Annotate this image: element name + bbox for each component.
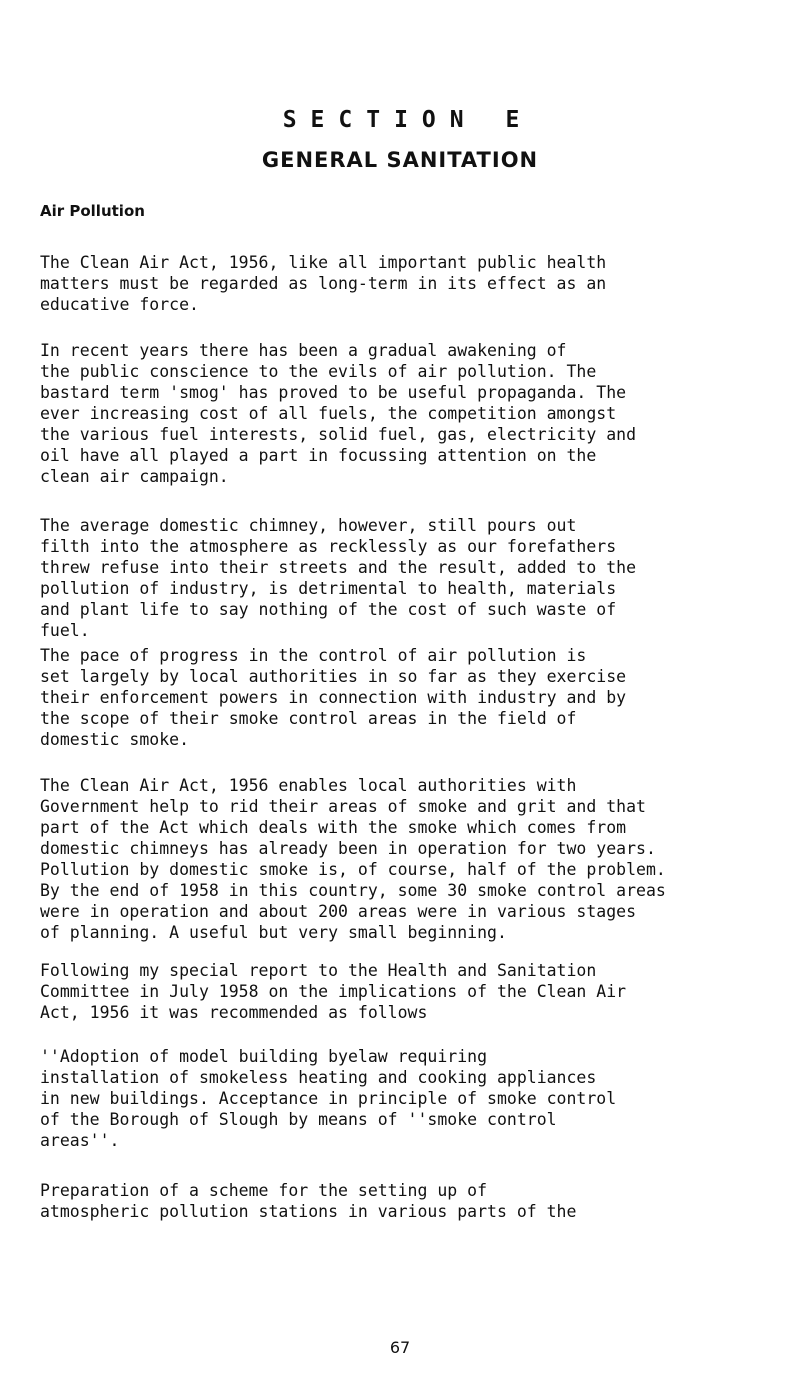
paragraph-7-quotation: ''Adoption of model building byelaw requiring installation of smokeless heating and cooking appliances in new buildings. Acceptance in principle of smoke control of the Borough of Slough by means of ''smoke control areas''. (40, 1047, 617, 1150)
paragraph-8: Preparation of a scheme for the setting up of atmospheric pollution stations in various parts of the (40, 1181, 577, 1221)
paragraph-2: In recent years there has been a gradual awakening of the public conscience to the evils of air pollution. The bastard term 'smog' has proved to be useful propaganda. The ever increasing cost of all fuels, the competition amongst the various fuel interests, solid fuel, gas, electricity and oil have all played a part in focussing attention on the clean air campaign. (40, 341, 637, 486)
subheading-air-pollution: Air Pollution (40, 202, 145, 220)
section-title: GENERAL SANITATION (261, 148, 539, 172)
paragraph-1: The Clean Air Act, 1956, like all important public health matters must be regarded as long-term in its effect as an educative force. (40, 253, 607, 314)
paragraph-4: The pace of progress in the control of air pollution is set largely by local authorities in so far as they exercise their enforcement powers in connection with industry and by the scope of their smoke control areas in the field of domestic smoke. (40, 646, 627, 749)
page-number: 67 (389, 1338, 411, 1357)
paragraph-5: The Clean Air Act, 1956 enables local authorities with Government help to rid their areas of smoke and grit and that part of the Act which deals with the smoke which comes from domestic chimneys has already been in operation for two years. Pollution by domestic smoke is, of course, half of the problem. By the end of 1958 in this country, some 30 smoke control areas were in operation and about 200 areas were in various stages of planning. A useful but very small beginning. (40, 776, 666, 942)
paragraph-6: Following my special report to the Health and Sanitation Committee in July 1958 on the implications of the Clean Air Act, 1956 it was recommended as follows (40, 961, 627, 1022)
paragraph-3: The average domestic chimney, however, still pours out filth into the atmosphere as recklessly as our forefathers threw refuse into their streets and the result, added to the pollution of industry, is detrimental to health, materials and plant life to say nothing of the cost of such waste of fuel. (40, 516, 637, 640)
section-heading: SECTION E (282, 107, 534, 133)
